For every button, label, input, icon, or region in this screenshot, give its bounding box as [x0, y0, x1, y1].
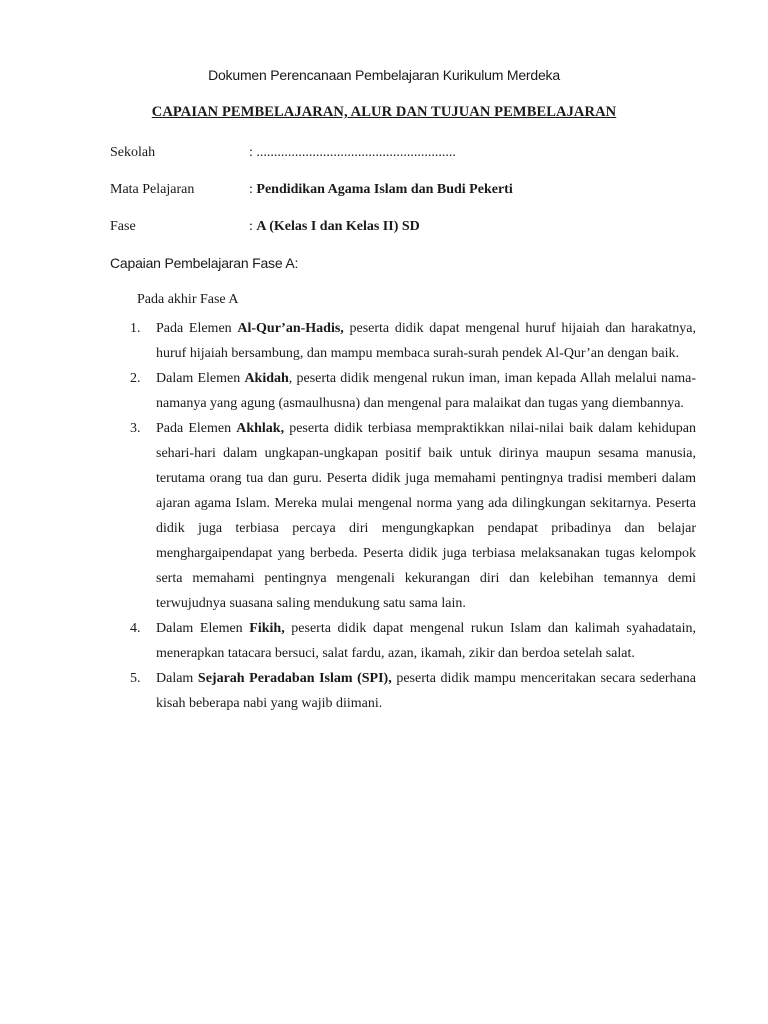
item-text-pre: Pada Elemen — [156, 421, 237, 436]
fase-label: Fase — [110, 219, 136, 234]
capaian-list — [130, 316, 696, 716]
item-number: 3. — [130, 421, 141, 436]
sekolah-label: Sekolah — [110, 145, 156, 160]
sekolah-value: : ......................................................... — [249, 145, 456, 160]
item-number: 1. — [130, 321, 141, 336]
item-text-post: , peserta didik mengenal rukun iman, iman kepada Allah melalui nama-namanya yang agung (asmaulhusna) dan mengenal para malaikat dan tugas yang diembannya. — [156, 371, 696, 411]
item-number: 4. — [130, 621, 141, 636]
fase-value: A (Kelas I dan Kelas II) SD — [256, 219, 420, 234]
item-text-pre: Dalam — [156, 671, 198, 686]
item-element-name: Al-Qur’an-Hadis, — [237, 321, 344, 336]
list-item — [130, 666, 696, 716]
item-number: 2. — [130, 371, 141, 386]
capaian-label: Capaian Pembelajaran Fase A: — [110, 255, 299, 271]
mapel-colon: : — [249, 182, 257, 197]
info-row-mata-pelajaran — [110, 182, 513, 198]
item-text-pre: Dalam Elemen — [156, 621, 250, 636]
mapel-label: Mata Pelajaran — [110, 182, 195, 197]
info-row-sekolah — [110, 145, 456, 161]
list-item — [130, 616, 696, 666]
intro-text: Pada akhir Fase A — [137, 292, 239, 307]
list-item — [130, 316, 696, 366]
item-text-post: peserta didik dapat mengenal rukun Islam dan kalimah syahadatain, menerapkan tatacara bersuci, salat fardu, azan, ikamah, zikir dan berdoa setelah salat. — [156, 621, 696, 661]
item-text-post: peserta didik mampu menceritakan secara sederhana kisah beberapa nabi yang wajib diimani. — [156, 671, 696, 711]
list-item — [130, 416, 696, 616]
item-number: 5. — [130, 671, 141, 686]
item-text-post: peserta didik dapat mengenal huruf hijaiah dan harakatnya, huruf hijaiah bersambung, dan mampu membaca surah-surah pendek Al-Qur’an dengan baik. — [156, 321, 696, 361]
list-item — [130, 366, 696, 416]
mapel-value: Pendidikan Agama Islam dan Budi Pekerti — [256, 182, 513, 197]
item-text-post: peserta didik terbiasa mempraktikkan nilai-nilai baik dalam kehidupan sehari-hari dalam ungkapan-ungkapan positif baik untuk dirinya maupun sesama manusia, terutama orang tua dan guru. Peserta didik juga memahami pentingnya tradisi memberi dalam ajaran agama Islam. Mereka mulai mengenal norma yang ada dilingkungan sekitarnya. Peserta didik juga terbiasa percaya diri mengungkapkan pendapat pribadinya dan belajar menghargaipendapat yang berbeda. Peserta didik juga terbiasa melaksanakan tugas kelompok serta memahami pentingnya mengenali kekurangan diri dan kelebihan temannya demi terwujudnya suasana saling mendukung satu sama lain. — [156, 421, 696, 611]
item-element-name: Sejarah Peradaban Islam (SPI), — [197, 671, 392, 686]
document-title: CAPAIAN PEMBELAJARAN, ALUR DAN TUJUAN PEMBELAJARAN — [151, 104, 617, 120]
item-text-pre: Pada Elemen — [156, 321, 238, 336]
info-row-fase — [110, 219, 420, 235]
item-element-name: Fikih, — [249, 621, 285, 636]
item-element-name: Akhlak, — [236, 421, 285, 436]
document-header: Dokumen Perencanaan Pembelajaran Kurikulum Merdeka — [208, 67, 560, 83]
item-text-pre: Dalam Elemen — [156, 371, 245, 386]
fase-colon: : — [249, 219, 257, 234]
item-element-name: Akidah — [244, 371, 289, 386]
